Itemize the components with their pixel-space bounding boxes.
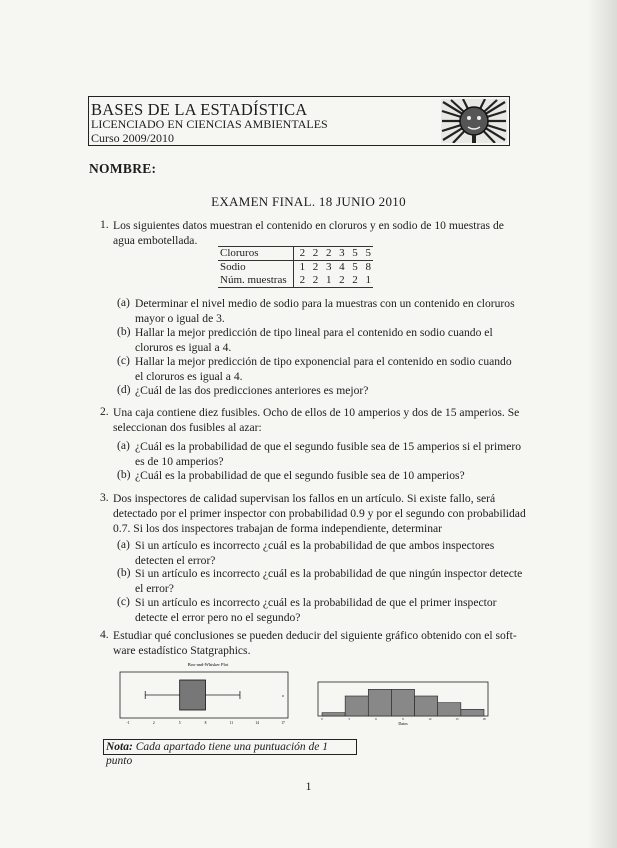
part-label: (a) [117,439,130,452]
table-cell: 8 [365,261,371,273]
table-cell: 2 [307,247,320,261]
axis-tick-label: -1 [126,721,130,725]
table-cell: 3 [325,261,332,273]
text-line: ¿Cuál es la probabilidad de que el segundo fusible sea de 15 amperios si el primero [135,440,522,453]
table-row [218,274,373,288]
text-line: seleccionan dos fusibles al azar: [113,421,262,434]
text-line: ¿Cuál de las dos predicciones anteriores es mejor? [135,384,369,397]
question-1-text [113,218,504,248]
boxplot-title: Box-and-Whisker Plot [187,662,229,667]
part-text [135,566,522,596]
text-line: Una caja contiene diez fusibles. Ocho de ellos de 10 amperios y dos de 15 amperios. Se [113,406,520,419]
part-text [135,468,465,483]
row-label: Cloruros [218,247,293,261]
part-label: (a) [117,538,130,551]
course-title: BASES DE LA ESTADÍSTICA [91,100,308,119]
text-line: Si un artículo es incorrecto ¿cuál es la probabilidad de que ambos inspectores [135,539,495,552]
axis-tick-label: 18 [482,717,486,721]
axis-tick-label: 5 [178,721,181,725]
course-year: Curso 2009/2010 [91,131,175,145]
part-label: (b) [117,468,131,481]
table-cell: 1 [360,274,373,288]
part-label: (b) [117,566,131,579]
histogram-bar [391,689,414,716]
text-line: detecten el error? [135,554,216,567]
axis-tick-label: 12 [428,717,432,721]
name-label: NOMBRE: [89,161,157,176]
table-cell: 2 [293,274,307,288]
text-line: ware estadístico Statgraphics. [113,644,251,657]
question-number: 2. [100,405,109,418]
table-cell: 5 [352,261,358,273]
axis-tick-label: 8 [204,721,207,725]
histogram-bar [368,689,391,716]
axis-tick-label: 3 [348,717,350,721]
table-row [218,261,373,275]
axis-tick-label: 14 [255,721,259,725]
part-text [135,383,368,398]
part-text [135,296,515,326]
text-line: ¿Cuál es la probabilidad de que el segundo fusible sea de 10 amperios? [135,469,465,482]
table-cell: 2 [307,274,320,288]
table-cell: 2 [312,261,319,273]
data-table [218,246,373,288]
row-label: Sodio [218,261,293,275]
table-cell: 2 [347,274,360,288]
axis-tick-label: 15 [455,717,459,721]
part-label: (c) [117,354,130,367]
table-cell: 2 [320,247,333,261]
text-line: Hallar la mejor predicción de tipo lineal para el contenido en sodio cuando el [135,326,493,339]
text-line: el cloruros es igual a 4. [135,370,243,383]
table-row [218,247,373,261]
table-cell: 2 [333,274,346,288]
text-line: agua embotellada. [113,234,198,247]
part-text [135,325,493,355]
axis-tick-label: 2 [152,721,155,725]
histogram-bars [322,689,484,716]
scan-shadow [587,0,617,848]
exam-title: EXAMEN FINAL. 18 JUNIO 2010 [211,194,406,209]
axis-tick-label: 11 [229,721,234,725]
text-line: Los siguientes datos muestran el contenido en cloruros y en sodio de 10 muestras de [113,219,504,232]
part-label: (d) [117,383,131,396]
histogram-bar [438,703,461,716]
outlier-marker: o [282,693,284,698]
axis-tick-label: 17 [281,721,285,725]
table-cell: 1 [320,274,333,288]
text-line: el error? [135,582,174,595]
text-line: 0.7. Si los dos inspectores trabajan de forma independiente, determinar [113,522,443,535]
axis-tick-label: 9 [402,717,404,721]
sun-face-icon [441,99,507,143]
text-line: Determinar el nivel medio de sodio para la muestras con un contenido en cloruros [135,297,515,310]
box [180,680,206,710]
text-line: es de 10 amperios? [135,455,224,468]
row-label: Núm. muestras [218,274,293,288]
histogram-bar [345,696,368,716]
table-cell: 5 [360,247,373,261]
part-text [135,354,512,384]
table-cell: 4 [339,261,345,273]
note-label: Nota: [106,741,133,753]
course-degree: LICENCIADO EN CIENCIAS AMBIENTALES [91,117,328,131]
text-line: Estudiar qué conclusiones se pueden deducir del siguiente gráfico obtenido con el soft- [113,629,517,642]
question-4-text [113,628,517,658]
box-whisker-plot [118,660,298,726]
text-line: detectado por el primer inspector con probabilidad 0.9 y por el segundo con probabilidad [113,507,526,520]
part-label: (c) [117,595,130,608]
table-cell: 1 [299,261,306,273]
question-number: 3. [100,491,109,504]
text-line: Dos inspectores de calidad supervisan los fallos en un artículo. Si existe fallo, será [113,492,496,505]
boxplot-axis [127,721,286,725]
axis-tick-label: 6 [375,717,377,721]
part-text [135,439,521,469]
text-line: Si un artículo es incorrecto ¿cuál es la probabilidad de que el primer inspector [135,596,497,609]
part-text [135,595,497,625]
table-cell: 3 [333,247,346,261]
page-number: 1 [305,779,312,793]
table-cell: 5 [347,247,360,261]
question-2-text [113,405,519,435]
note-box [103,739,357,767]
histogram-bar [461,709,484,716]
note-text: Cada apartado tiene una puntuación de 1 punto [106,741,329,767]
text-line: detecte el error pero no el segundo? [135,611,301,624]
question-number: 4. [100,628,109,641]
part-label: (a) [117,296,130,309]
table-cell: 2 [293,247,307,261]
part-text [135,538,494,568]
histogram-bar [415,696,438,716]
text-line: Hallar la mejor predicción de tipo exponencial para el contenido en sodio cuando [135,355,512,368]
question-number: 1. [100,218,109,231]
axis-tick-label: 0 [321,717,323,721]
part-label: (b) [117,325,131,338]
course-header [88,96,510,146]
histogram-bar [322,713,345,716]
text-line: mayor o igual de 3. [135,312,225,325]
question-3-text [113,491,526,536]
histogram [312,680,492,726]
text-line: cloruros es igual a 4. [135,341,232,354]
text-line: Si un artículo es incorrecto ¿cuál es la probabilidad de que ningún inspector detecte [135,567,523,580]
histogram-xlabel: Datos [398,721,408,726]
